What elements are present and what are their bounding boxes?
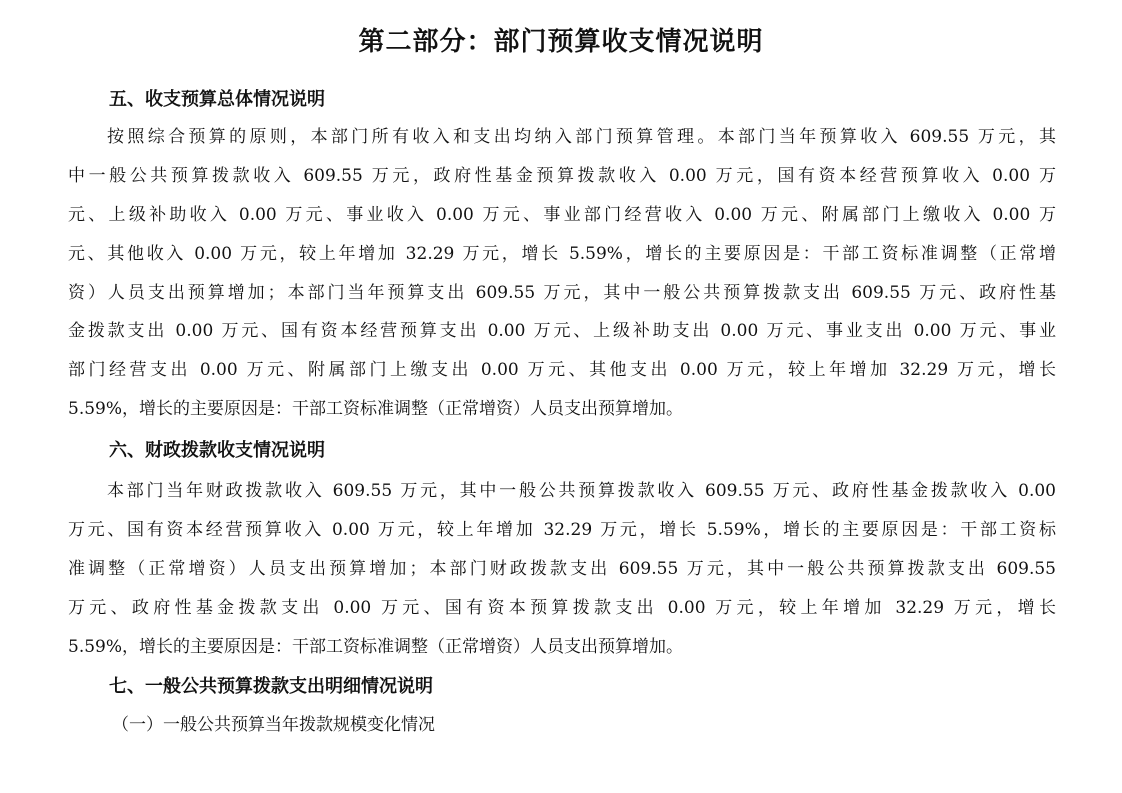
paragraph-line: 5.59%，增长的主要原因是：干部工资标准调整（正常增资）人员支出预算增加。 (68, 636, 684, 657)
paragraph-line: 本部门当年财政拨款收入 609.55 万元，其中一般公共预算拨款收入 609.55 万元、政府性基金拨款收入 0.00 (107, 481, 1056, 501)
subsection-heading-7-1: （一）一般公共预算当年拨款规模变化情况 (112, 715, 435, 735)
paragraph-line: 资）人员支出预算增加；本部门当年预算支出 609.55 万元，其中一般公共预算拨款支出 609.55 万元、政府性基 (68, 282, 1056, 303)
paragraph-line: 部门经营支出 0.00 万元、附属部门上缴支出 0.00 万元、其他支出 0.00 万元，较上年增加 32.29 万元，增长 (68, 360, 1056, 381)
paragraph-line: 元、其他收入 0.00 万元，较上年增加 32.29 万元，增长 5.59%，增长的主要原因是：干部工资标准调整（正常增 (68, 243, 1056, 264)
paragraph-line: 5.59%，增长的主要原因是：干部工资标准调整（正常增资）人员支出预算增加。 (68, 399, 684, 420)
paragraph-line: 金拨款支出 0.00 万元、国有资本经营预算支出 0.00 万元、上级补助支出 0.00 万元、事业支出 0.00 万元、事业 (68, 321, 1056, 342)
paragraph-line: 中一般公共预算拨款收入 609.55 万元，政府性基金预算拨款收入 0.00 万元，国有资本经营预算收入 0.00 万 (68, 165, 1056, 186)
paragraph-line: 准调整（正常增资）人员支出预算增加；本部门财政拨款支出 609.55 万元，其中一般公共预算拨款支出 609.55 (68, 558, 1056, 579)
paragraph-line: 万元、政府性基金拨款支出 0.00 万元、国有资本预算拨款支出 0.00 万元，较上年增加 32.29 万元，增长 (68, 597, 1056, 618)
paragraph-line: 按照综合预算的原则，本部门所有收入和支出均纳入部门预算管理。本部门当年预算收入 609.55 万元，其 (107, 127, 1056, 147)
section-heading-7: 七、一般公共预算拨款支出明细情况说明 (109, 676, 433, 697)
section-heading-5: 五、收支预算总体情况说明 (109, 89, 325, 110)
paragraph-line: 元、上级补助收入 0.00 万元、事业收入 0.00 万元、事业部门经营收入 0.00 万元、附属部门上缴收入 0.00 万 (68, 204, 1056, 225)
page-title: 第二部分：部门预算收支情况说明 (358, 27, 764, 57)
section-heading-6: 六、财政拨款收支情况说明 (109, 440, 325, 461)
section-paragraph-5 (68, 118, 1056, 429)
section-paragraph-6 (68, 472, 1056, 666)
paragraph-line: 万元、国有资本经营预算收入 0.00 万元，较上年增加 32.29 万元，增长 5.59%，增长的主要原因是：干部工资标 (68, 519, 1056, 540)
